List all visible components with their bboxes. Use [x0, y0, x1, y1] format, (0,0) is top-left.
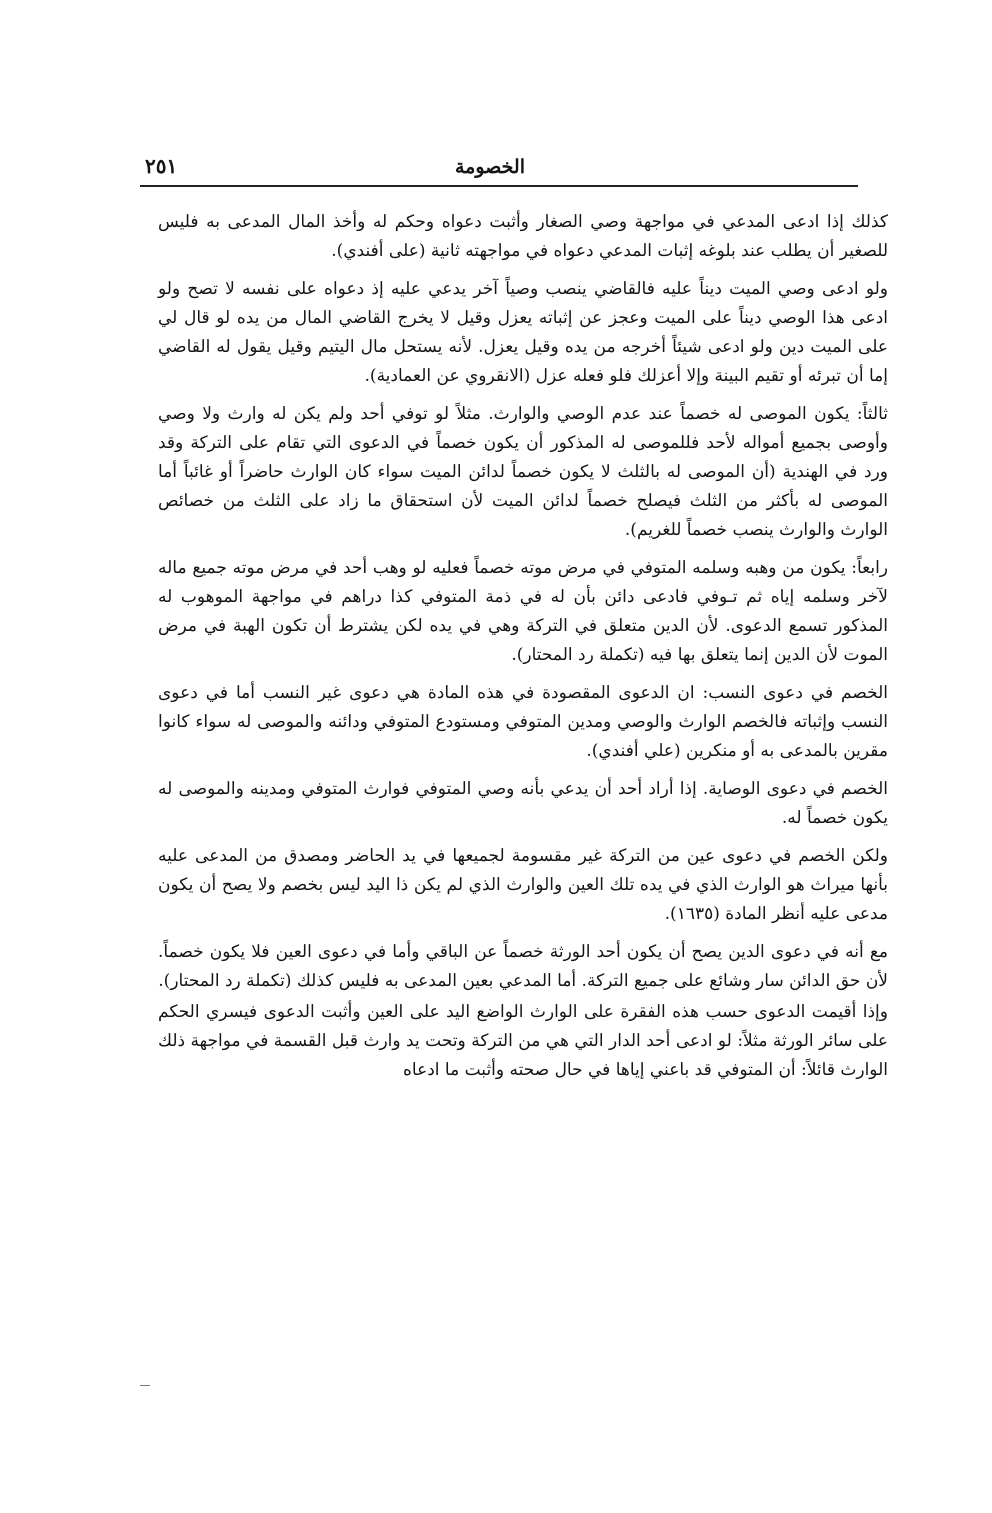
paragraph-8: مع أنه في دعوى الدين يصح أن يكون أحد الورثة خصماً عن الباقي وأما في دعوى العين فلا يكون خصماً. لأن حق الدائن سار وشائع على جميع التركة. أما المدعي بعين المدعى به فليس كذلك (تكملة رد المحتار). — [158, 942, 888, 991]
running-title: الخصومة — [455, 156, 525, 178]
paragraph-4: رابعاً: يكون من وهبه وسلمه المتوفي في مرض موته خصماً فعليه لو وهب أحد في مرض موته جميع ماله لآخر وسلمه إياه ثم تـوفي فادعى دائن بأن له في ذمة المتوفي كذا دراهم في مواجهة الموهوب له المذكور تسمع الدعوى. لأن الدين متعلق في التركة وهي في يده لكن يشترط أن تكون الهبة في مرض الموت لأن الدين إنما يتعلق بها فيه (تكملة رد المحتار). — [158, 558, 888, 665]
paragraph-1: كذلك إذا ادعى المدعي في مواجهة وصي الصغار وأثبت دعواه وحكم له وأخذ المال المدعى به فليس للصغير أن يطلب عند بلوغه إثبات المدعي دعواه في مواجهته ثانية (على أفندي). — [158, 212, 888, 261]
paragraph-6: الخصم في دعوى الوصاية. إذا أراد أحد أن يدعي بأنه وصي المتوفي فوارث المتوفي ومدينه والموصى له يكون خصماً له. — [158, 779, 888, 828]
paragraph-9: وإذا أقيمت الدعوى حسب هذه الفقرة على الوارث الواضع اليد على العين وأثبت الدعوى فيسري الحكم على سائر الورثة مثلاً: لو ادعى أحد الدار التي هي من التركة وتحت يد وارث قبل القسمة في مواجهة ذلك الوارث قائلاً: أن المتوفي قد باعني إياها في حال صحته وأثبت ما ادعاه — [158, 1002, 888, 1080]
header-rule — [140, 185, 858, 187]
paragraph-3: ثالثاً: يكون الموصى له خصماً عند عدم الوصي والوارث. مثلاً لو توفي أحد ولم يكن له وارث ولا وصي وأوصى بجميع أمواله لأحد فللموصى له المذكور أن يكون خصماً في الدعوى التي تقام على التركة وقد ورد في الهندية (أن الموصى له بالثلث لا يكون خصماً لدائن الميت سواء كان الوارث حاضراً أو غائباً أما الموصى له بأكثر من الثلث فيصلح خصماً لدائن الميت لأن استحقاق ما زاد على الثلث من خصائص الوارث والوارث ينصب خصماً للغريم). — [158, 404, 888, 540]
body-text — [158, 208, 888, 1094]
paragraph-5: الخصم في دعوى النسب: ان الدعوى المقصودة في هذه المادة هي دعوى غير النسب أما في دعوى النسب وإثباته فالخصم الوارث والوصي ومدين المتوفي ومستودع المتوفي ودائنه والموصى له سواء كانوا مقرين بالمدعى به أو منكرين (علي أفندي). — [158, 683, 888, 761]
page-header — [145, 150, 845, 184]
paragraph-7: ولكن الخصم في دعوى عين من التركة غير مقسومة لجميعها في يد الحاضر ومصدق من المدعى عليه بأنها ميراث هو الوارث الذي في يده تلك العين والوارث الذي لم يكن ذا اليد ليس بخصم ولا يصح أن يكون مدعى عليه أنظر المادة (١٦٣٥). — [158, 846, 888, 924]
page-number: ٢٥١ — [145, 154, 178, 178]
margin-mark — [140, 1385, 150, 1386]
paragraph-2: ولو ادعى وصي الميت ديناً عليه فالقاضي ينصب وصياً آخر يدعي عليه إذ دعواه على نفسه لا تصح ولو ادعى هذا الوصي ديناً على الميت وعجز عن إثباته يعزل وقيل لا يخرج القاضي المال من يده لو قال لي على الميت دين ولو ادعى شيئاً أخرجه من يده وقيل يعزل. لأنه يستحل مال اليتيم وقيل يقول له القاضي إما أن تبرئه أو تقيم البينة وإلا أعزلك فلو فعله عزل (الانقروي عن العمادية). — [158, 279, 888, 386]
